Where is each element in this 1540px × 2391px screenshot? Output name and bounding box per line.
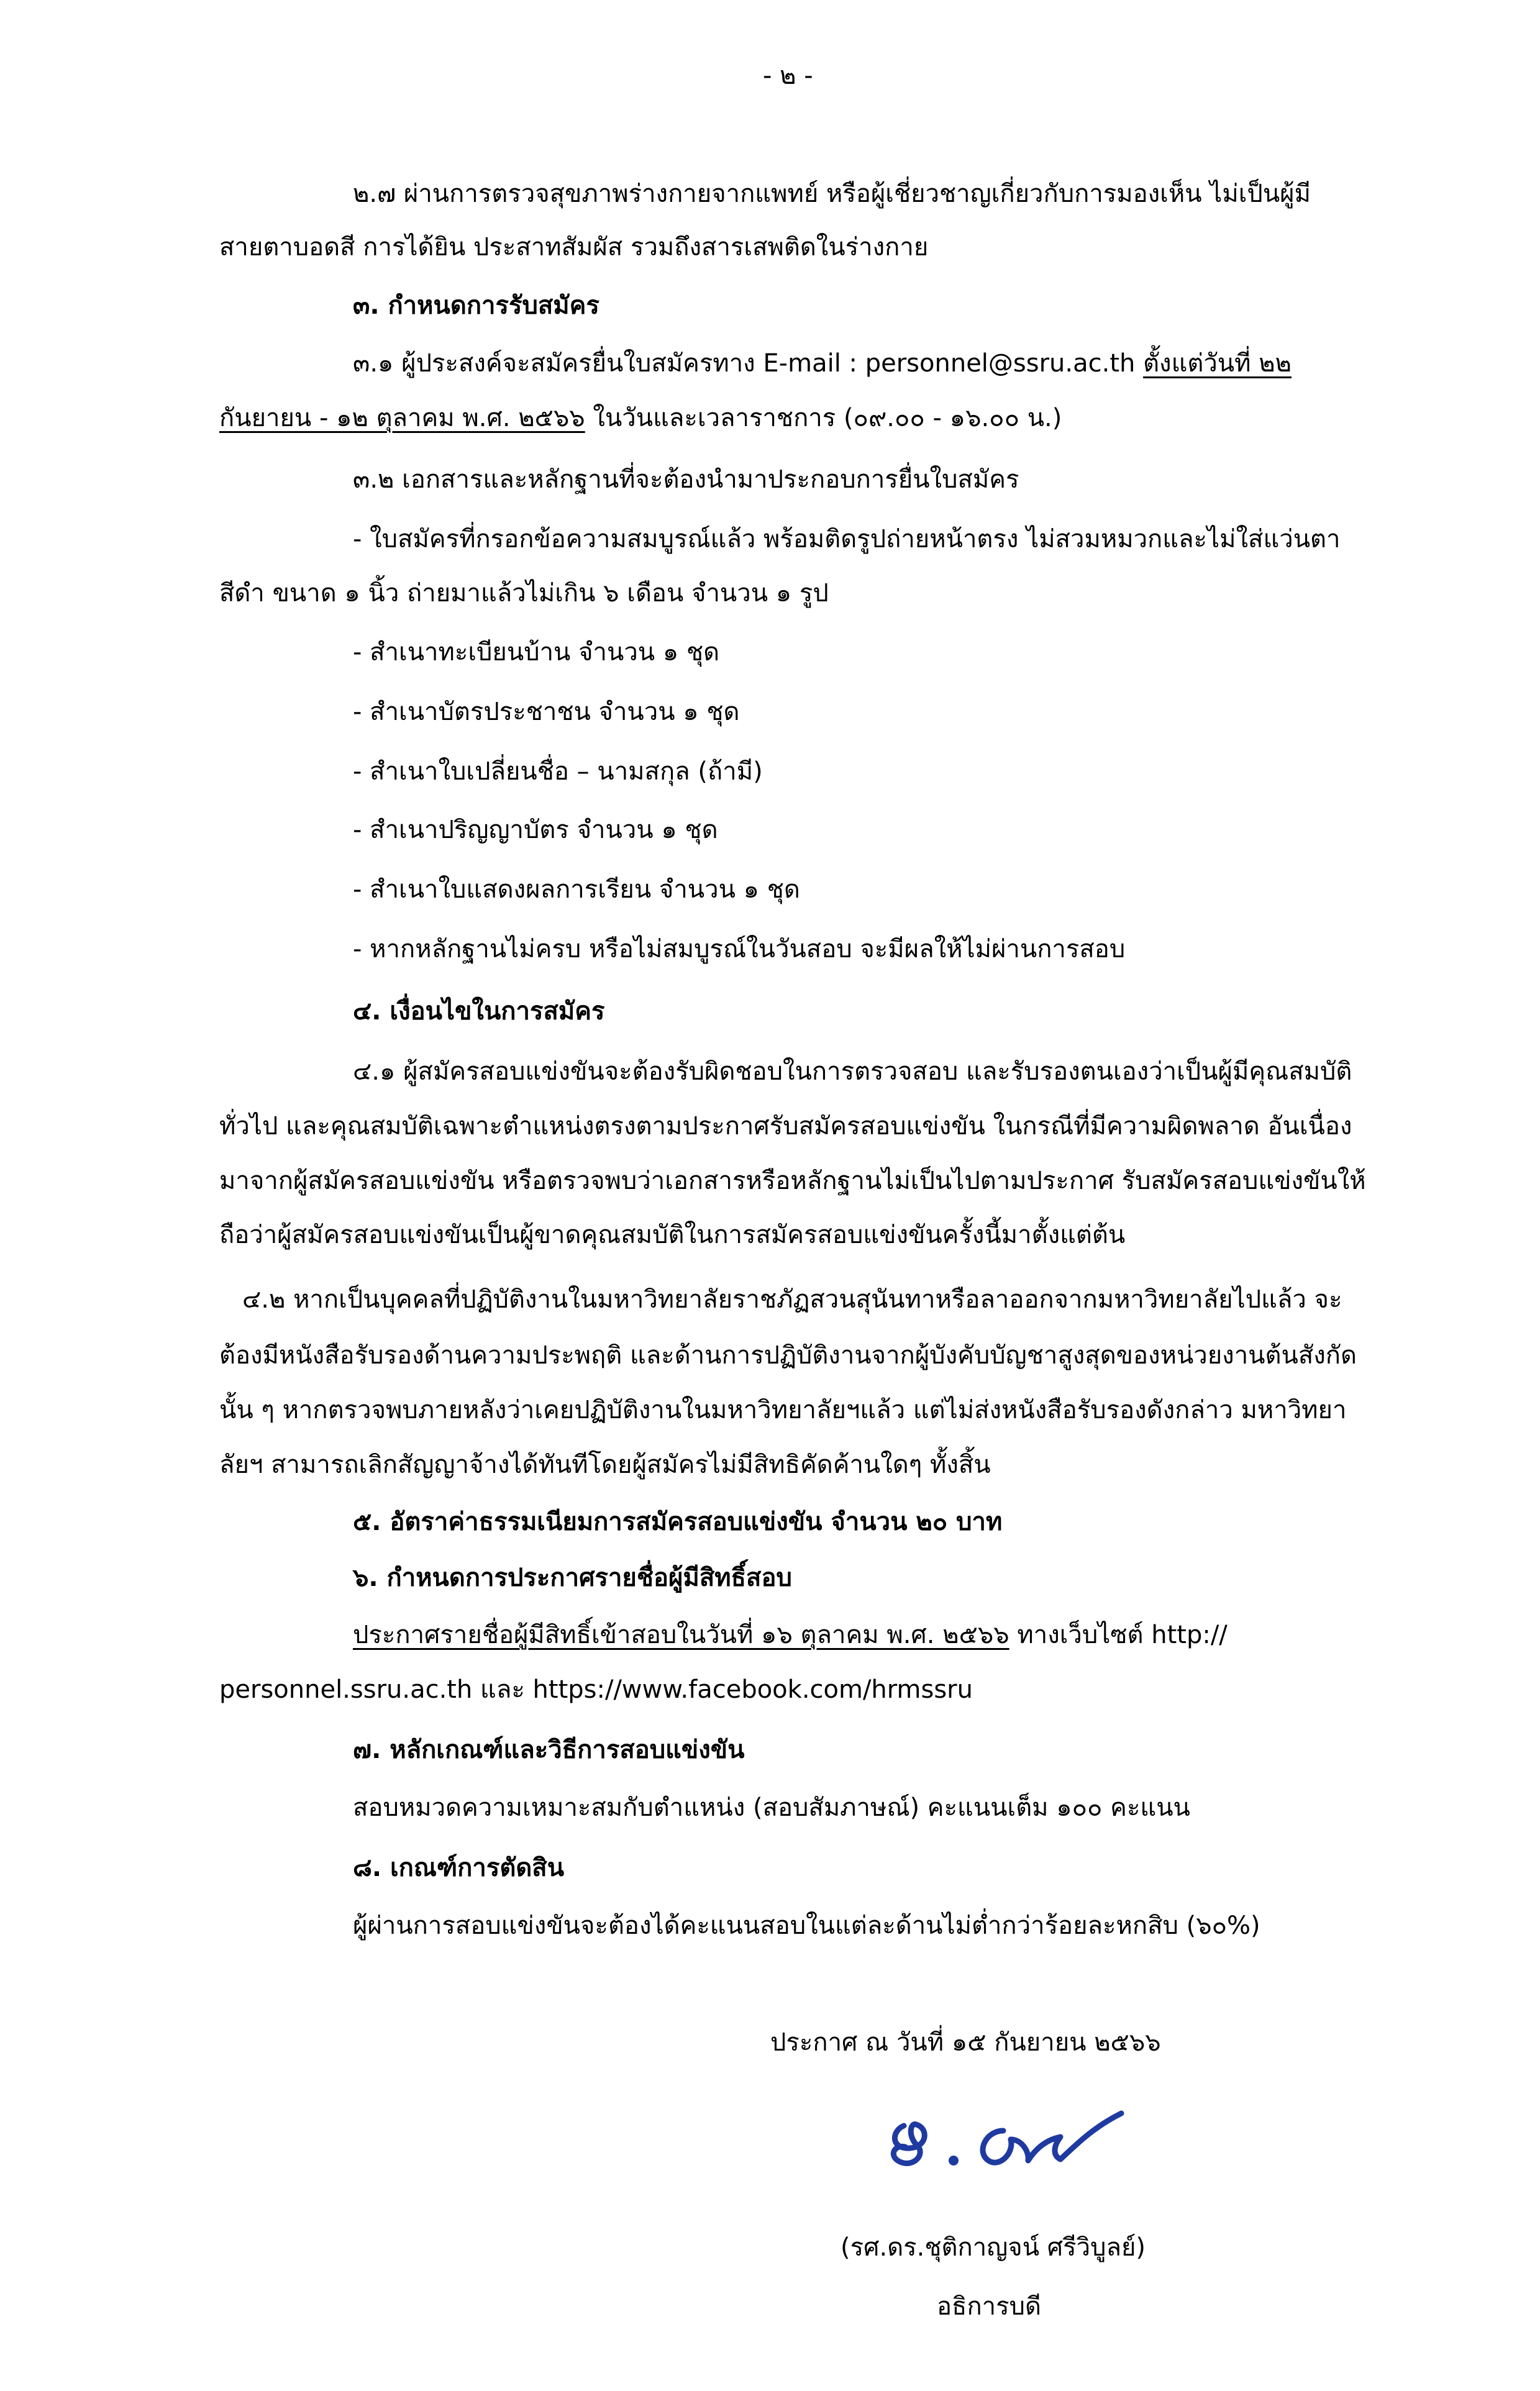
- section-3-1-hours: ในวันและเวลาราชการ (๐๙.๐๐ - ๑๖.๐๐ น.): [585, 404, 1062, 432]
- section-4-2-line-2: ต้องมีหนังสือรับรองด้านความประพฤติ และด้านการปฏิบัติงานจากผู้บังคับบัญชาสูงสุดของหน่วยงานต้นสังกัด: [219, 1341, 1357, 1370]
- section-3-1-date-range: กันยายน - ๑๒ ตุลาคม พ.ศ. ๒๕๖๖: [219, 404, 585, 432]
- doc-item: - หากหลักฐานไม่ครบ หรือไม่สมบูรณ์ในวันสอบ จะมีผลให้ไม่ผ่านการสอบ: [353, 935, 1126, 963]
- doc-item: - สำเนาใบแสดงผลการเรียน จำนวน ๑ ชุด: [353, 875, 800, 904]
- doc-item: - สำเนาบัตรประชาชน จำนวน ๑ ชุด: [353, 698, 740, 726]
- heading-5: ๕. อัตราค่าธรรมเนียมการสมัครสอบแข่งขัน จำนวน ๒๐ บาท: [353, 1508, 1003, 1536]
- section-3-1-text: ๓.๑ ผู้ประสงค์จะสมัครยื่นใบสมัครทาง E-mail : personnel@ssru.ac.th: [353, 349, 1136, 378]
- section-6-line-1: [353, 1616, 1228, 1654]
- section-7-text: สอบหมวดความเหมาะสมกับตำแหน่ง (สอบสัมภาษณ์) คะแนนเต็ม ๑๐๐ คะแนน: [353, 1793, 1190, 1822]
- section-3-1-line-1: [353, 345, 1292, 382]
- section-8-text: ผู้ผ่านการสอบแข่งขันจะต้องได้คะแนนสอบในแต่ละด้านไม่ต่ำกว่าร้อยละหกสิบ (๖๐%): [353, 1911, 1260, 1940]
- section-3-1-date-start: ตั้งแต่วันที่ ๒๒: [1143, 349, 1292, 378]
- heading-7: ๗. หลักเกณฑ์และวิธีการสอบแข่งขัน: [353, 1736, 745, 1764]
- section-4-1-line-3: มาจากผู้สมัครสอบแข่งขัน หรือตรวจพบว่าเอกสารหรือหลักฐานไม่เป็นไปตามประกาศ รับสมัครสอบแข่งขันให้: [219, 1167, 1366, 1195]
- section-4-2-line-1: ๔.๒ หากเป็นบุคคลที่ปฏิบัติงานในมหาวิทยาลัยราชภัฏสวนสุนันทาหรือลาออกจากมหาวิทยาลัยไปแล้ว จะ: [242, 1285, 1342, 1314]
- doc-photo-line-1: - ใบสมัครที่กรอกข้อความสมบูรณ์แล้ว พร้อมติดรูปถ่ายหน้าตรง ไม่สวมหมวกและไม่ใส่แว่นตา: [353, 525, 1341, 553]
- heading-8: ๘. เกณฑ์การตัดสิน: [353, 1854, 565, 1882]
- signature-image: [867, 2087, 1140, 2205]
- heading-3: ๓. กำหนดการรับสมัคร: [353, 291, 599, 320]
- doc-item: - สำเนาใบเปลี่ยนชื่อ – นามสกุล (ถ้ามี): [353, 757, 763, 786]
- doc-photo-line-2: สีดำ ขนาด ๑ นิ้ว ถ่ายมาแล้วไม่เกิน ๖ เดือน จำนวน ๑ รูป: [219, 579, 829, 608]
- signer-title: อธิการบดี: [937, 2292, 1041, 2321]
- section-4-1-line-1: ๔.๑ ผู้สมัครสอบแข่งขันจะต้องรับผิดชอบในการตรวจสอบ และรับรองตนเองว่าเป็นผู้มีคุณสมบัติ: [353, 1057, 1352, 1086]
- section-2-7-line-2: สายตาบอดสี การได้ยิน ประสาทสัมผัส รวมถึงสารเสพติดในร่างกาย: [219, 233, 929, 262]
- announcement-date: ประกาศรายชื่อผู้มีสิทธิ์เข้าสอบในวันที่ ๑๖ ตุลาคม พ.ศ. ๒๕๖๖: [353, 1621, 1009, 1649]
- website-label: ทางเว็บไซต์ http://: [1009, 1621, 1228, 1649]
- page-number: - ๒ -: [763, 61, 813, 90]
- section-4-2-line-4: ลัยฯ สามารถเลิกสัญญาจ้างได้ทันทีโดยผู้สมัครไม่มีสิทธิคัดค้านใดๆ ทั้งสิ้น: [219, 1451, 991, 1479]
- section-4-1-line-2: ทั่วไป และคุณสมบัติเฉพาะตำแหน่งตรงตามประกาศรับสมัครสอบแข่งขัน ในกรณีที่มีความผิดพลาด อันเนื่อง: [219, 1112, 1352, 1141]
- signer-name: (รศ.ดร.ชุติกาญจน์ ศรีวิบูลย์): [841, 2233, 1146, 2262]
- doc-item: - สำเนาทะเบียนบ้าน จำนวน ๑ ชุด: [353, 638, 720, 667]
- section-4-2-line-3: นั้น ๆ หากตรวจพบภายหลังว่าเคยปฏิบัติงานในมหาวิทยาลัยฯแล้ว แต่ไม่ส่งหนังสือรับรองดังกล่าว มหาวิทยา: [219, 1396, 1347, 1424]
- section-2-7-line-1: ๒.๗ ผ่านการตรวจสุขภาพร่างกายจากแพทย์ หรือผู้เชี่ยวชาญเกี่ยวกับการมองเห็น ไม่เป็นผู้มี: [353, 180, 1311, 208]
- doc-item: - สำเนาปริญญาบัตร จำนวน ๑ ชุด: [353, 816, 718, 844]
- announce-date-line: ประกาศ ณ วันที่ ๑๕ กันยายน ๒๕๖๖: [770, 2028, 1161, 2057]
- heading-4: ๔. เงื่อนไขในการสมัคร: [353, 997, 605, 1026]
- section-6-line-2: personnel.ssru.ac.th และ https://www.facebook.com/hrmssru: [219, 1675, 973, 1704]
- section-3-1-line-2: [219, 399, 1062, 437]
- heading-6: ๖. กำหนดการประกาศรายชื่อผู้มีสิทธิ์สอบ: [353, 1564, 792, 1592]
- section-3-2: ๓.๒ เอกสารและหลักฐานที่จะต้องนำมาประกอบการยื่นใบสมัคร: [353, 465, 1019, 494]
- section-4-1-line-4: ถือว่าผู้สมัครสอบแข่งขันเป็นผู้ขาดคุณสมบัติในการสมัครสอบแข่งขันครั้งนี้มาตั้งแต่ต้น: [219, 1221, 1126, 1249]
